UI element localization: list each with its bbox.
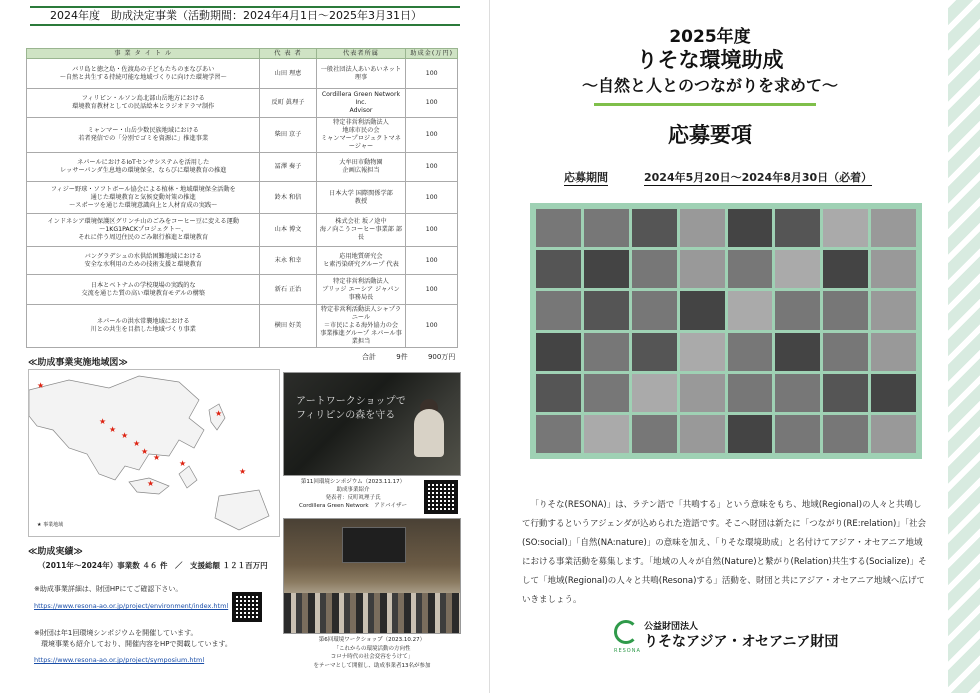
total-count: 9件 (396, 353, 408, 361)
grant-rep-cell: 反町 眞理子 (260, 89, 316, 118)
collage-photo (823, 374, 868, 412)
collage-photo (728, 333, 773, 371)
collage-photo (536, 209, 581, 247)
grant-rep-cell: 横田 好美 (260, 305, 316, 348)
marker-star: ★ (121, 431, 129, 440)
australia-shape (215, 490, 269, 530)
records-summary: （2011年～2024年）事業数 ４６ 件 ／ 支援総額 １２１百万円 (38, 561, 268, 570)
grant-amount-cell: 100 (406, 275, 458, 305)
marker-star: ★ (215, 409, 223, 418)
collage-photo (680, 333, 725, 371)
grant-title-cell: バリ島と徳之島・佐渡島の子どもたちのまなびあい ～自然と共生する持続可能な地域づくりに向けた環境学習～ (27, 59, 260, 89)
table-row (27, 59, 458, 89)
photo1-caption: 第11回環境シンポジウム（2023.11.17） 助成事業紹介 発表者：反町眞理子氏 Cordillera Green Network アドバイザー (299, 479, 407, 509)
total-label: 合計 (362, 353, 376, 361)
organization-name: りそなアジア・オセアニア財団 (644, 634, 839, 650)
collage-photo (823, 415, 868, 453)
table-row (27, 305, 458, 348)
philippines-shape (179, 466, 197, 488)
table-row (27, 214, 458, 247)
grant-amount-cell: 100 (406, 59, 458, 89)
right-panel (490, 0, 980, 693)
guidelines-heading: 応募要項 (668, 123, 752, 147)
grants-table-body (27, 59, 458, 348)
photo2-caption: 第6回環境ワークショップ（2023.10.27） 「これからの環境活動の方向性 コロナ時代の社会変容をうけて」 をテーマとして開催し、助成事業者13名が参加 (313, 637, 431, 669)
grant-org-cell: 大牟田市動物園 企画広報担当 (316, 153, 406, 182)
collage-photo (823, 291, 868, 329)
col-org-header: 代表者所属 (316, 49, 406, 59)
grant-org-cell: 特定非営利活動法人 ブリッジ エーシア ジャパン 事務局長 (316, 275, 406, 305)
marker-star: ★ (141, 447, 149, 456)
grant-org-cell: 応用地質研究会 ヒ素汚染研究グループ 代表 (316, 247, 406, 275)
marker-star: ★ (99, 417, 107, 426)
collage-photo (775, 374, 820, 412)
photo1-caption-title: アートワークショップで フィリピンの森を守る (296, 396, 406, 421)
map-svg (29, 370, 279, 536)
collage-photo (823, 209, 868, 247)
grant-title-cell: フィジー野球・ソフトボール協会による植林・地域環境保全活動を 通じた環境教育と気候変動対策の推進 ～スポーツを通じた環境意識向上と人材育成の実践～ (27, 182, 260, 214)
marker-star: ★ (37, 381, 45, 390)
grant-rep-cell: 冨澤 奏子 (260, 153, 316, 182)
grant-amount-cell: 100 (406, 153, 458, 182)
collage-photo (632, 209, 677, 247)
program-name: りそな環境助成 (636, 48, 784, 72)
grant-rep-cell: 末永 和幸 (260, 247, 316, 275)
table-row (27, 247, 458, 275)
marker-star: ★ (109, 425, 117, 434)
grant-rep-cell: 新石 正治 (260, 275, 316, 305)
table-header-row (27, 49, 458, 59)
region-map (28, 369, 280, 537)
collage-photo (632, 415, 677, 453)
grant-amount-cell: 100 (406, 305, 458, 348)
environment-project-link[interactable]: https://www.resona-ao.or.jp/project/environment/index.html (34, 602, 229, 610)
marker-star: ★ (153, 453, 161, 462)
collage-photo (775, 250, 820, 288)
program-description: 「りそな(RESONA)」は、ラテン語で「共鳴する」という意味をもち、地域(Regional)の人々と共鳴して行動するというアジェンダが込められた造語です。そこへ財団は新たに「つながり(RE:relation)」「社会(SO:social)」「自然(NA:nature)」の意味を加え、「りそな環境助成」と名付けてアジア・オセアニア地域における事業活動を募集します。「地域の人々が自然(Nature)と繋がり(Relation)共生する(Socialize)」そして「地域(Regional)の人々と共鳴(Resona)する」活動を、財団と共にアジア・オセアニア地域へ広げていきましょう。 (522, 500, 927, 605)
table-row (27, 275, 458, 305)
collage-photo (536, 333, 581, 371)
grant-org-cell: 日本大学 国際関係学部 教授 (316, 182, 406, 214)
grants-table (26, 48, 458, 348)
grant-amount-cell: 100 (406, 247, 458, 275)
collage-photo (680, 250, 725, 288)
collage-photo (680, 209, 725, 247)
activity-photo-collage (530, 203, 922, 459)
collage-photo (775, 209, 820, 247)
grant-rep-cell: 山本 博文 (260, 214, 316, 247)
collage-photo (584, 291, 629, 329)
grant-org-cell: 特定非営利活動法人 地球市民の会 ミャンマープロジェクトマネージャー (316, 118, 406, 153)
collage-photo (584, 250, 629, 288)
qr-code-icon[interactable] (424, 480, 458, 514)
table-row (27, 153, 458, 182)
collage-photo (680, 415, 725, 453)
table-row (27, 182, 458, 214)
table-row (27, 118, 458, 153)
collage-photo (775, 415, 820, 453)
collage-photo (536, 374, 581, 412)
collage-photo (632, 291, 677, 329)
grant-amount-cell: 100 (406, 182, 458, 214)
total-row (362, 352, 473, 362)
grant-title-cell: バングラデシュの水供給困難地域における 安全な水利用のための技術支援と環境教育 (27, 247, 260, 275)
logo-text: RESONA (614, 648, 641, 654)
projection-screen (342, 527, 406, 563)
symposium-photo (283, 372, 461, 476)
grant-amount-cell: 100 (406, 89, 458, 118)
collage-photo (728, 250, 773, 288)
collage-photo (823, 250, 868, 288)
collage-photo (823, 333, 868, 371)
collage-photo (871, 209, 916, 247)
participants-group (284, 593, 460, 633)
section-title: 2024年度 助成決定事業（活動期間：2024年4月1日～2025年3月31日） (30, 6, 460, 26)
workshop-photo (283, 518, 461, 634)
grant-title-cell: インドネシア環境保護区グリンチ山のごみをコーヒー豆に変える運動 ～1KG1PACKプロジェクト～、 それに伴う周辺住民のごみ銀行推進と環境教育 (27, 214, 260, 247)
title-underline (594, 103, 816, 106)
collage-photo (728, 374, 773, 412)
collage-photo (536, 415, 581, 453)
map-legend: ★ 事業地域 (37, 522, 64, 528)
collage-photo (871, 291, 916, 329)
collage-photo (775, 291, 820, 329)
col-title-header: 事 業 タ イ ト ル (27, 49, 260, 59)
collage-photo (632, 333, 677, 371)
collage-photo (871, 250, 916, 288)
collage-photo (632, 374, 677, 412)
mainland-shape (29, 376, 204, 480)
program-subtitle: ～自然と人とのつながりを求めて～ (581, 76, 838, 95)
application-period: 2024年5月20日～2024年8月30日（必着） (644, 171, 873, 184)
program-year: 2025年度 (669, 27, 751, 47)
collage-photo (536, 291, 581, 329)
details-note: ※助成事業詳細は、財団HPにてご確認下さい。 (34, 585, 183, 593)
col-amount-header: 助成金(万円) (406, 49, 458, 59)
col-rep-header: 代 表 者 (260, 49, 316, 59)
symposium-note: ※財団は年1回環境シンポジウムを開催しています。 環境事業も紹介しており、開催内容をHPで掲載しています。 (34, 629, 232, 648)
qr-code-icon[interactable] (232, 592, 262, 622)
resona-logo-icon (614, 620, 638, 644)
total-amount: 900万円 (427, 353, 456, 361)
collage-photo (584, 374, 629, 412)
grant-org-cell: 株式会社 坂ノ途中 海ノ向こうコーヒー事業部 部長 (316, 214, 406, 247)
collage-photo (584, 209, 629, 247)
grant-title-cell: ネパールにおけるIoTセンサシステムを活用した レッサーパンダ生息地の環境保全、ならびに環境教育の推進 (27, 153, 260, 182)
speaker-figure (414, 409, 444, 457)
grant-title-cell: 日本とベトナムの学校現場の実践的な 交流を通じた質の高い環境教育モデルの構築 (27, 275, 260, 305)
period-label: 応募期間 (564, 171, 608, 184)
collage-photo (871, 374, 916, 412)
collage-photo (680, 374, 725, 412)
grant-org-cell: Cordillera Green Network Inc. Advisor (316, 89, 406, 118)
marker-star: ★ (147, 479, 155, 488)
map-title: ≪助成事業実施地域図≫ (28, 358, 128, 368)
table-row (27, 89, 458, 118)
collage-photo (871, 333, 916, 371)
marker-star: ★ (133, 439, 141, 448)
grant-amount-cell: 100 (406, 214, 458, 247)
collage-grid (536, 209, 916, 453)
grant-rep-cell: 鈴木 和信 (260, 182, 316, 214)
collage-photo (871, 415, 916, 453)
grant-rep-cell: 柴田 京子 (260, 118, 316, 153)
decorative-stripe (948, 0, 980, 693)
collage-photo (728, 415, 773, 453)
collage-photo (584, 333, 629, 371)
collage-photo (728, 209, 773, 247)
grant-rep-cell: 山田 理恵 (260, 59, 316, 89)
grant-title-cell: ネパールの洪水常襲地域における 川との共生を目指した地域づくり事業 (27, 305, 260, 348)
grant-org-cell: 特定非営利活動法人シャプラニール ＝市民による海外協力の会 事業推進グループ ネパール事業担当 (316, 305, 406, 348)
grant-amount-cell: 100 (406, 118, 458, 153)
symposium-link[interactable]: https://www.resona-ao.or.jp/project/symposium.html (34, 656, 205, 664)
collage-photo (775, 333, 820, 371)
collage-photo (584, 415, 629, 453)
grant-title-cell: フィリピン・ルソン島北部山岳地方における 環境教育教材としての民話絵本とラジオドラマ制作 (27, 89, 260, 118)
collage-photo (632, 250, 677, 288)
marker-star: ★ (179, 459, 187, 468)
records-title: ≪助成実績≫ (28, 547, 83, 557)
marker-star: ★ (239, 467, 247, 476)
grant-title-cell: ミャンマー・山岳少数民族地域における 若者発信での「分別でゴミを資源に」推進事業 (27, 118, 260, 153)
collage-photo (728, 291, 773, 329)
collage-photo (680, 291, 725, 329)
organization-type: 公益財団法人 (644, 622, 699, 632)
collage-photo (536, 250, 581, 288)
grant-org-cell: 一般社団法人あいあいネット 理事 (316, 59, 406, 89)
